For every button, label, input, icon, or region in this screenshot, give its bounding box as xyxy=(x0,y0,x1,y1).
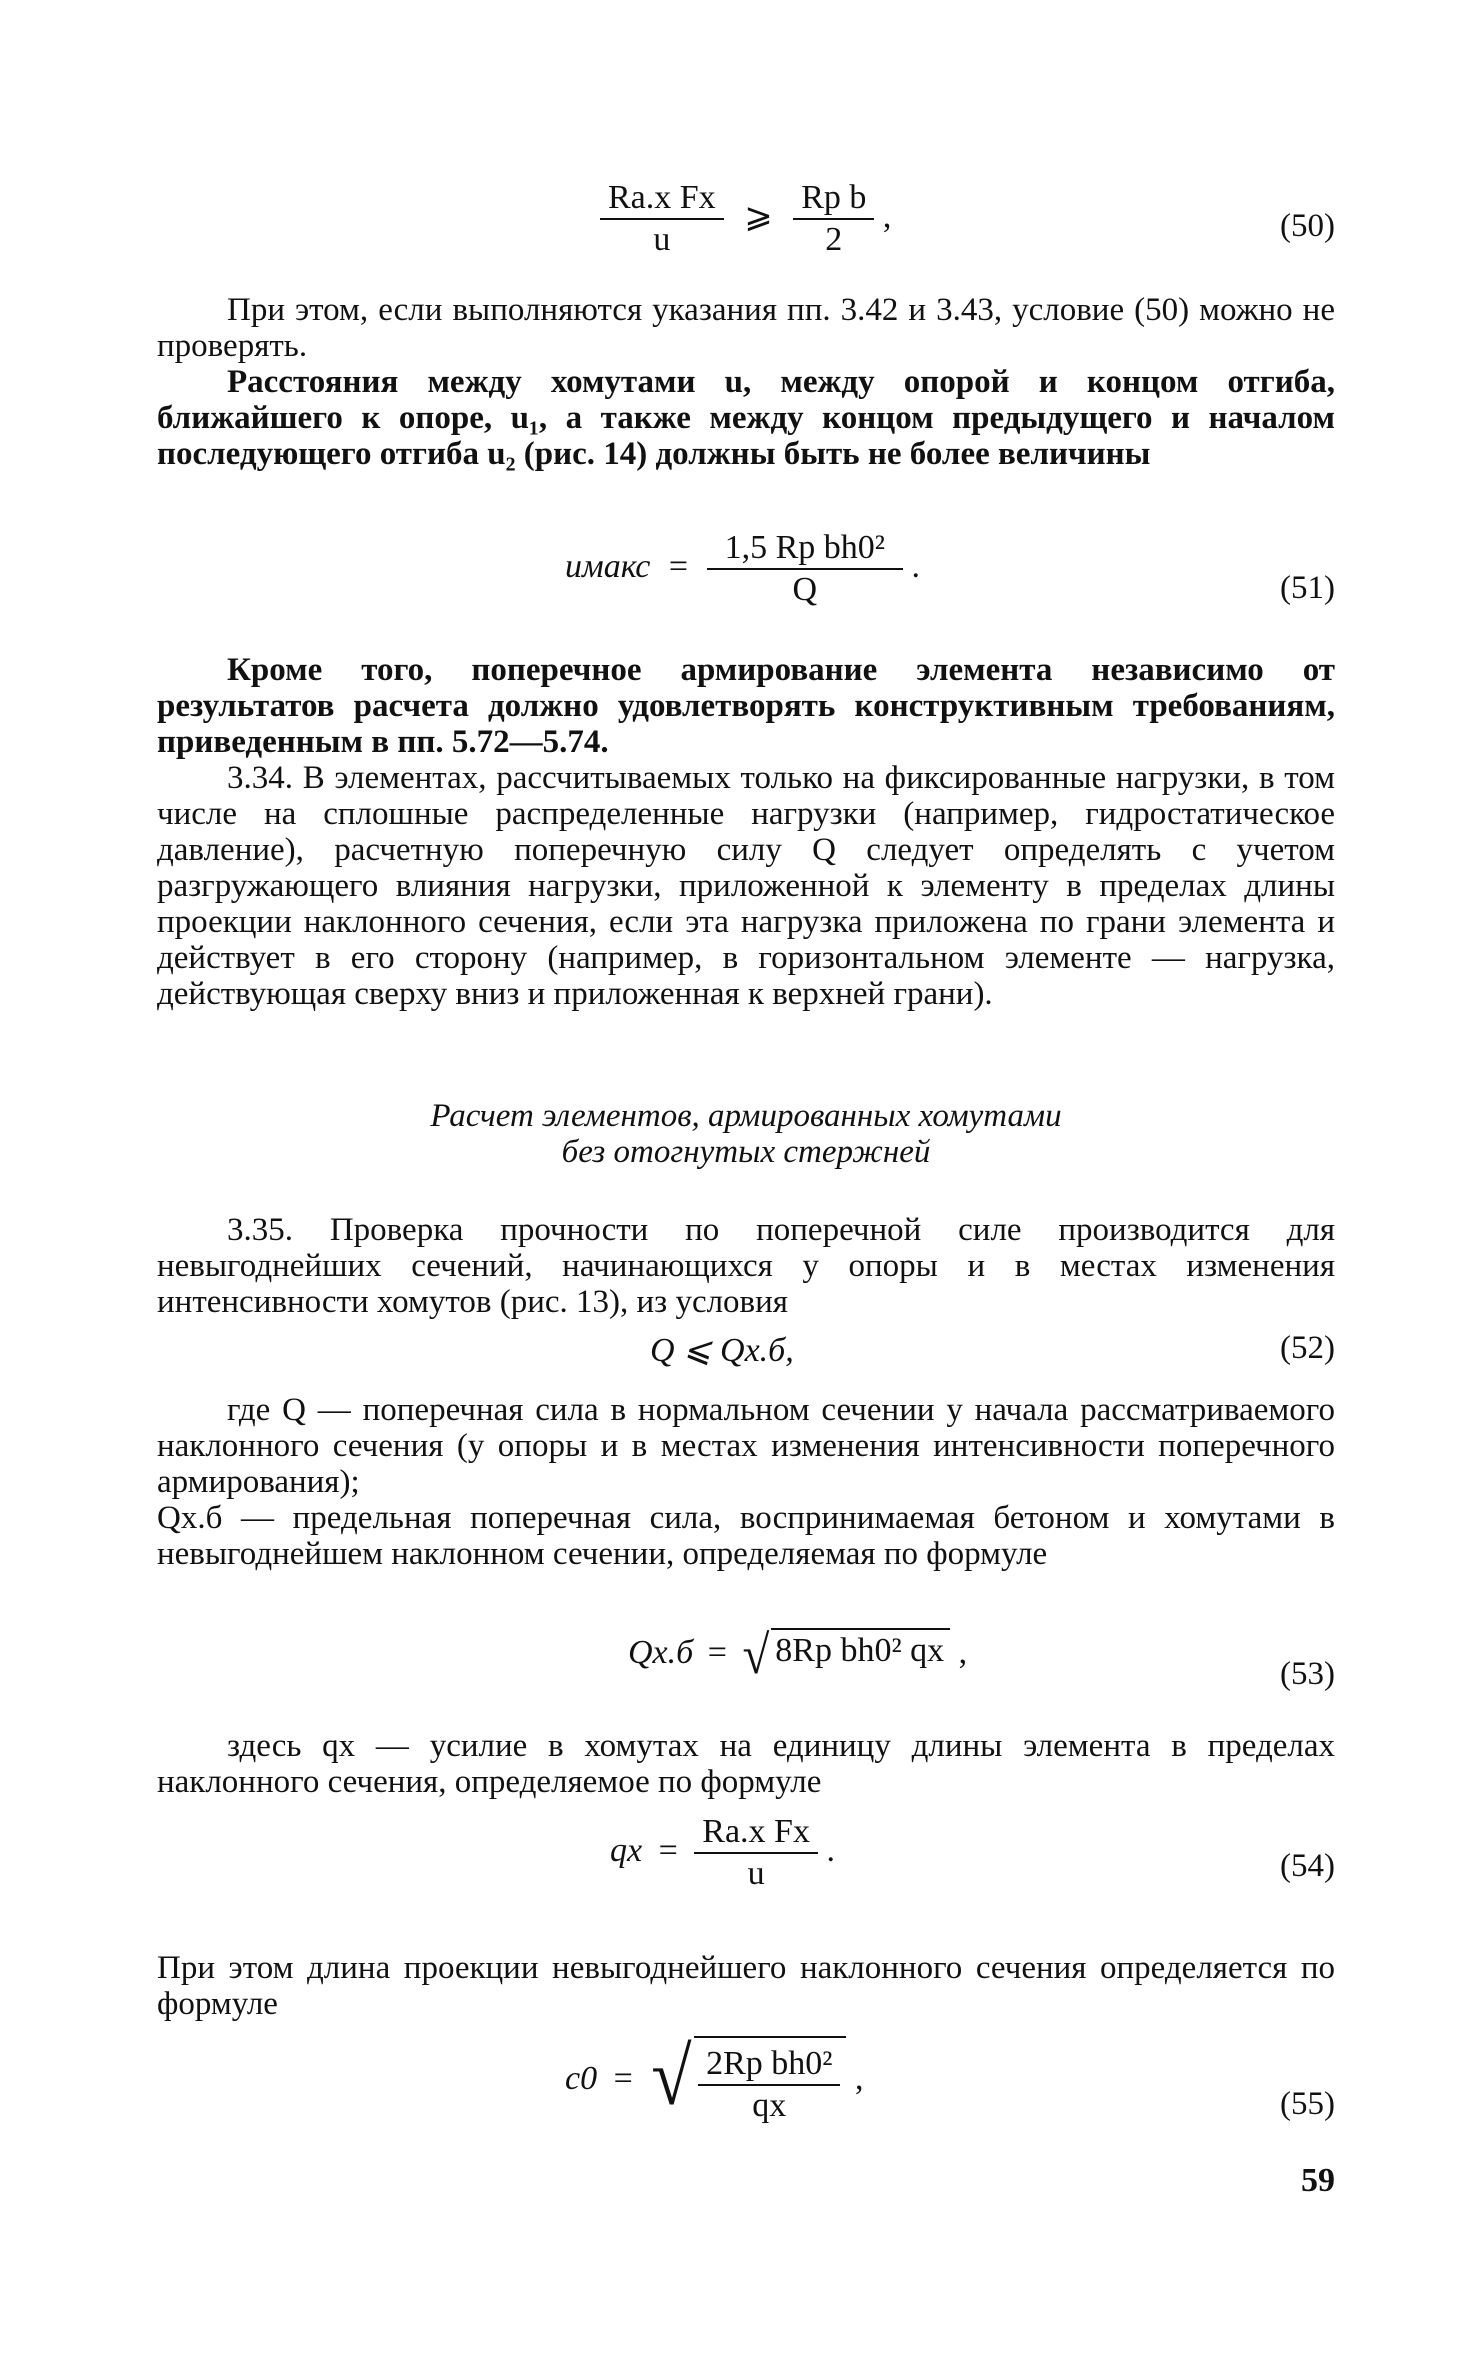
formula-55-radicand xyxy=(694,2036,846,2126)
formula-53 xyxy=(628,1625,968,1685)
formula-50-rhs-denominator: 2 xyxy=(825,221,843,258)
formula-55-equals: = xyxy=(613,2059,633,2097)
formula-51-punct: . xyxy=(911,547,920,585)
formula-53-radicand: 8Rр bh0² qх xyxy=(771,1628,950,1682)
equation-number-53: (53) xyxy=(1280,1656,1335,1692)
formula-51-equals: = xyxy=(668,547,689,585)
paragraph-5: 3.35. Проверка прочности по поперечной силе производится для невыгоднейших сечений, начинающихся у опоры и в местах изменения интенсивности хомутов (рис. 13), из условия xyxy=(157,1212,1335,1320)
formula-50-lhs-numerator: Rа.х Fх xyxy=(600,178,724,220)
paragraph-4: 3.34. В элементах, рассчитываемых только на фиксированные нагрузки, в том числе на сплошные распределенные нагрузки (например, гидростатическое давление), расчетную поперечную силу Q следует определять с учетом разгружающего влияния нагрузки, приложенной к элементу в пределах длины проекции наклонного сечения, если эта нагрузка приложена по грани элемента и действует в его сторону (например, в горизонтальном элементе — нагрузка, действующая сверху вниз и приложенная к верхней грани). xyxy=(157,760,1335,1012)
formula-50-rhs xyxy=(793,178,874,260)
formula-52-expression: Q ⩽ Qх.б xyxy=(650,1332,786,1369)
formula-55 xyxy=(565,2031,864,2126)
formula-55-sqrt xyxy=(649,2031,846,2126)
formula-51-lhs: uмакс xyxy=(565,547,651,585)
formula-51 xyxy=(565,528,920,610)
equation-number-51: (51) xyxy=(1280,570,1335,606)
formula-52 xyxy=(650,1330,794,1370)
formula-55-denominator: qх xyxy=(752,2087,787,2124)
formula-51-numerator: 1,5 Rр bh0² xyxy=(707,528,903,570)
formula-50-relation: ⩾ xyxy=(744,197,773,235)
formula-50-lhs xyxy=(600,178,724,260)
formula-51-denominator: Q xyxy=(792,571,818,608)
radical-sign-icon: √ xyxy=(742,1625,770,1685)
formula-50-lhs-denominator: u xyxy=(653,221,671,258)
formula-52-punct: , xyxy=(785,1332,794,1369)
formula-55-punct: , xyxy=(854,2059,864,2097)
formula-55-numerator: 2Rр bh0² xyxy=(698,2044,840,2086)
formula-54-punct: . xyxy=(826,1831,835,1869)
formula-54-numerator: Rа.х Fх xyxy=(694,1812,818,1854)
equation-number-55: (55) xyxy=(1280,2086,1335,2122)
radical-sign-icon: √ xyxy=(651,2031,692,2122)
formula-55-lhs: c0 xyxy=(565,2059,598,2097)
equation-number-54: (54) xyxy=(1280,1848,1335,1884)
page-number: 59 xyxy=(1301,2162,1335,2199)
paragraph-9: При этом длина проекции невыгоднейшего наклонного сечения определяется по формуле xyxy=(157,1950,1335,2022)
equation-number-52: (52) xyxy=(1280,1330,1335,1366)
formula-53-sqrt xyxy=(741,1625,950,1685)
formula-51-fraction xyxy=(707,528,903,610)
paragraph-3: Кроме того, поперечное армирование элемента независимо от результатов расчета должно удовлетворять конструктивным требованиям, приведенным в пп. 5.72—5.74. xyxy=(157,652,1335,760)
paragraph-7: Qх.б — предельная поперечная сила, воспринимаемая бетоном и хомутами в невыгоднейшем наклонном сечении, определяемая по формуле xyxy=(157,1500,1335,1572)
paragraph-2: Расстояния между хомутами u, между опорой и концом отгиба, ближайшего к опоре, u₁, а также между концом предыдущего и началом последующего отгиба u₂ (рис. 14) должны быть не более величины xyxy=(157,364,1335,472)
formula-55-fraction xyxy=(698,2044,840,2126)
paragraph-6: где Q — поперечная сила в нормальном сечении у начала рассматриваемого наклонного сечения (у опоры и в местах изменения интенсивности поперечного армирования); xyxy=(157,1392,1335,1500)
formula-50-rhs-numerator: Rр b xyxy=(793,178,874,220)
formula-50 xyxy=(600,178,891,260)
formula-53-equals: = xyxy=(707,1634,727,1671)
formula-54-equals: = xyxy=(658,1831,678,1869)
formula-54-denominator: u xyxy=(747,1855,765,1892)
section-heading-line-2: без отогнутых стержней xyxy=(561,1134,931,1170)
formula-53-punct: , xyxy=(958,1634,968,1671)
formula-54 xyxy=(610,1812,835,1894)
formula-54-fraction xyxy=(694,1812,818,1894)
paragraph-1: При этом, если выполняются указания пп. 3.42 и 3.43, условие (50) можно не проверять. xyxy=(157,292,1335,364)
formula-50-punct: , xyxy=(882,197,892,235)
paragraph-8: здесь qх — усилие в хомутах на единицу длины элемента в пределах наклонного сечения, определяемое по формуле xyxy=(157,1728,1335,1800)
formula-54-lhs: qх xyxy=(610,1831,643,1869)
equation-number-50: (50) xyxy=(1280,208,1335,244)
section-heading-line-1: Расчет элементов, армированных хомутами xyxy=(430,1098,1062,1134)
section-heading xyxy=(157,1098,1335,1170)
formula-53-lhs: Qх.б xyxy=(628,1634,694,1671)
